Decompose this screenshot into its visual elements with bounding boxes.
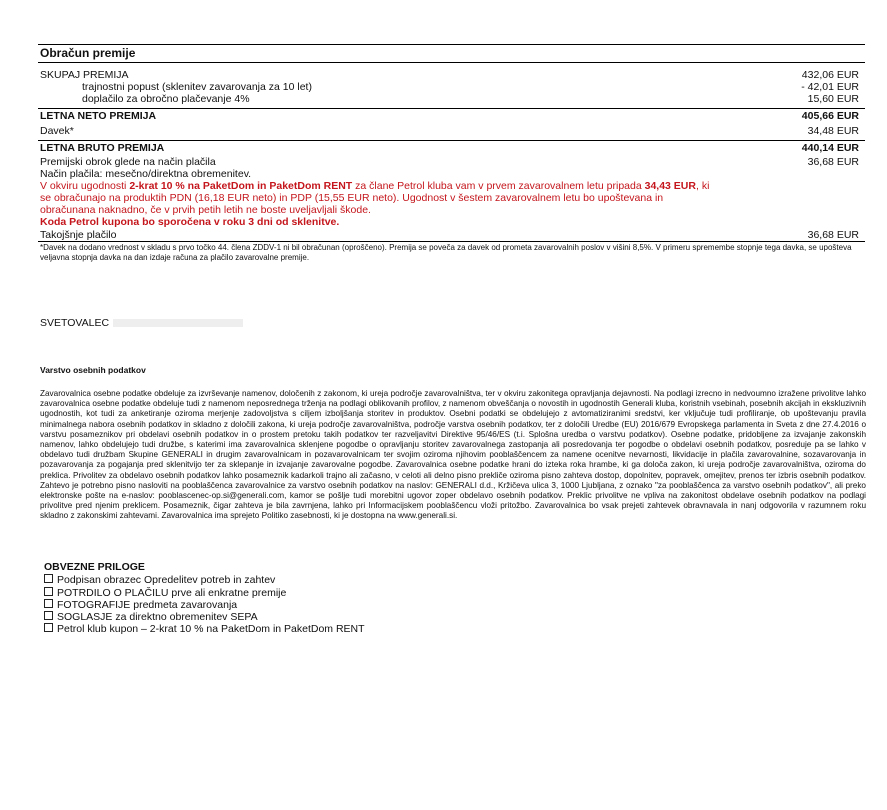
row-value: 15,60 EUR — [807, 93, 859, 105]
advisor-section — [40, 317, 243, 329]
privacy-title: Varstvo osebnih podatkov — [40, 365, 146, 375]
attachments-title: OBVEZNE PRILOGE — [44, 561, 145, 573]
advisor-label: SVETOVALEC — [40, 317, 110, 329]
attachment-item[interactable]: Petrol klub kupon – 2-krat 10 % na PaketDom in PaketDom RENT — [44, 623, 365, 635]
row-value: 440,14 EUR — [801, 142, 859, 154]
tax-footnote: *Davek na dodano vrednost v skladu s prvo točko 44. člena ZDDV-1 ni bil obračunan (oproščeno). Premija se poveča za davek od prometa zavarovalnih poslov v višini 8,5%. V primeru spremembe stopnje tega davka, se upošteva veljavna stopnja davka na dan izdaje računa za plačilo zavarovalne premije. — [38, 241, 865, 263]
net-premium-row — [38, 108, 865, 122]
total-premium-row — [38, 69, 865, 81]
row-label: Davek* — [40, 125, 74, 137]
surcharge-row — [38, 93, 865, 105]
privacy-text: Zavarovalnica osebne podatke obdeluje za izvrševanje namenov, določenih z zakonom, ki ureja področje zavarovalništva, ter v okviru zakonitega opravljanja dejavnosti. Na podlagi izrecno in nedvoumno izražene privolitve lahko zavarovalnica osebne podatke obdeluje tudi z namenom neposrednega trženja na podlagi oblikovanih profilov, z namenom obveščanja o novostih in ugodnostih Generali kluba, koristnih vsebinah, posebnih akcijah in ekskluzivnih ugodnostih, kot tudi za anketiranje oziroma merjenje zadovoljstva s ciljem izboljšanja storitev in produktov. Osebni podatki se obdelujejo z avtomatiziranimi sredstvi, ker vključuje tudi profiliranje, ob upoštevanju pravila minimalnega nabora osebnih podatkov in skladno z določili zakona, ki ureja področje zavarovalništva, področje varstva osebnih podatkov, ter z določili Uredbe (EU) 2016/679 Evropskega parlamenta in Sveta z dne 27.4.2016 o varstvu posameznikov pri obdelavi osebnih podatkov in o prostem pretoku takih podatkov ter razveljavitvi Direktive 95/46/ES (t.i. Splošna uredba o varstvu podatkov). Osebne podatke, pridobljene za izvajanje zakonskih namenov, lahko obdelujejo tudi družbe, s katerimi ima zavarovalnica sklenjene pogodbe o opravljanju storitev zavarovalnega zastopanja ali posredovanja ter pogodbe o obdelavi osebnih podatkov, posreduje pa se lahko v obdelavo tudi družbam Skupine GENERALI in drugim zavarovalnicam in pozavarovalnicam ter svojim oziroma njihovim pooblaščencem za namene ocenitve nevarnosti, likvidacije in plačila zavarovalnine, sozavarovanja in pozavarovanja za pogajanja pred sklenitvijo ter za sklepanje in izvajanje zavarovalne pogodbe. Zavarovalnica osebne podatke hrani do izteka roka hrambe, ki ga določa zakon, ki ureja področje zavarovalništva, oziroma do preklica. Privolitev za obdelavo osebnih podatkov lahko posameznik kadarkoli trajno ali začasno, v celoti ali delno pisno prekliče oziroma pisno zahteva dostop, dopolnitev, popravek, omejitev, prenos ter izbris osebnih podatkov. Zahtevo je potrebno pisno nasloviti na pooblaščenca zavarovalnice za varstvo osebnih podatkov na naslov: GENERALI d.d., Kržičeva ulica 3, 1000 Ljubljana, z oznako "za pooblaščenca za varstvo osebnih podatkov", ali preko elektronske pošte na e-naslov: pooblascenec-op.si@generali.com, kamor se pošlje tudi morebitni ugovor zoper obdelavo osebnih podatkov. Preklic privolitve ne vpliva na zakonitost obdelave osebnih podatkov na podlagi privolitve pred njenim preklicem. Posameznik, čigar zahteva je bila zavrnjena, lahko pri Informacijskem pooblaščencu vloži pritožbo. Zavarovalnica bo vsak prejeti zahtevek obravnavala in nanj odgovorila v razumnem roku skladno z zakonskimi zahtevami. Zavarovalnica ima sprejeto Politiko zasebnosti, ki je dostopna na www.generali.si. — [40, 389, 866, 521]
row-value: 36,68 EUR — [807, 229, 859, 241]
payment-method-row — [38, 168, 865, 180]
attachment-item[interactable]: FOTOGRAFIJE predmeta zavarovanja — [44, 599, 365, 611]
row-label: Premijski obrok glede na način plačila — [40, 156, 216, 168]
row-label: LETNA NETO PREMIJA — [40, 110, 157, 122]
checkbox-icon[interactable] — [44, 599, 53, 608]
row-value: 36,68 EUR — [807, 156, 859, 168]
row-label: SKUPAJ PREMIJA — [40, 69, 129, 81]
immediate-payment-row — [38, 229, 865, 241]
row-label: doplačilo za obročno plačevanje 4% — [82, 93, 250, 105]
promo-text: V okviru ugodnosti 2-krat 10 % na PaketDom in PaketDom RENT za člane Petrol kluba vam v prvem zavarovalnem letu pripada 34,43 EUR, ki se obračunajo na produktih PDN (16,18 EUR neto) in PDP (15,55 EUR neto). Ugodnost v šestem zavarovalnem letu bo upoštevana in obračunana naknadno, če v prvih petih letih ne boste uveljavljali škode. — [40, 180, 710, 216]
coupon-note: Koda Petrol kupona bo sporočena v roku 3 dni od sklenitve. — [40, 216, 340, 228]
row-label: trajnostni popust (sklenitev zavarovanja za 10 let) — [82, 81, 312, 93]
discount-row — [38, 81, 865, 93]
row-label: Način plačila: mesečno/direktna obremenitev. — [40, 168, 252, 180]
row-value: 432,06 EUR — [801, 69, 859, 81]
attachment-item[interactable]: POTRDILO O PLAČILU prve ali enkratne premije — [44, 587, 365, 599]
row-label: LETNA BRUTO PREMIJA — [40, 142, 165, 154]
checkbox-icon[interactable] — [44, 611, 53, 620]
installment-row — [38, 156, 865, 168]
premium-title: Obračun premije — [38, 44, 865, 63]
checkbox-icon[interactable] — [44, 574, 53, 583]
row-label: Takojšnje plačilo — [40, 229, 117, 241]
row-value: 34,48 EUR — [807, 125, 859, 137]
gross-premium-row — [38, 140, 865, 154]
tax-row — [38, 125, 865, 137]
redacted-advisor-name — [113, 319, 243, 327]
attachments-section — [44, 561, 365, 636]
row-value: - 42,01 EUR — [801, 81, 859, 93]
attachment-item[interactable]: Podpisan obrazec Opredelitev potreb in zahtev — [44, 574, 365, 586]
premium-calculation — [38, 44, 865, 263]
checkbox-icon[interactable] — [44, 587, 53, 596]
attachment-item[interactable]: SOGLASJE za direktno obremenitev SEPA — [44, 611, 365, 623]
row-value: 405,66 EUR — [801, 110, 859, 122]
checkbox-icon[interactable] — [44, 623, 53, 632]
